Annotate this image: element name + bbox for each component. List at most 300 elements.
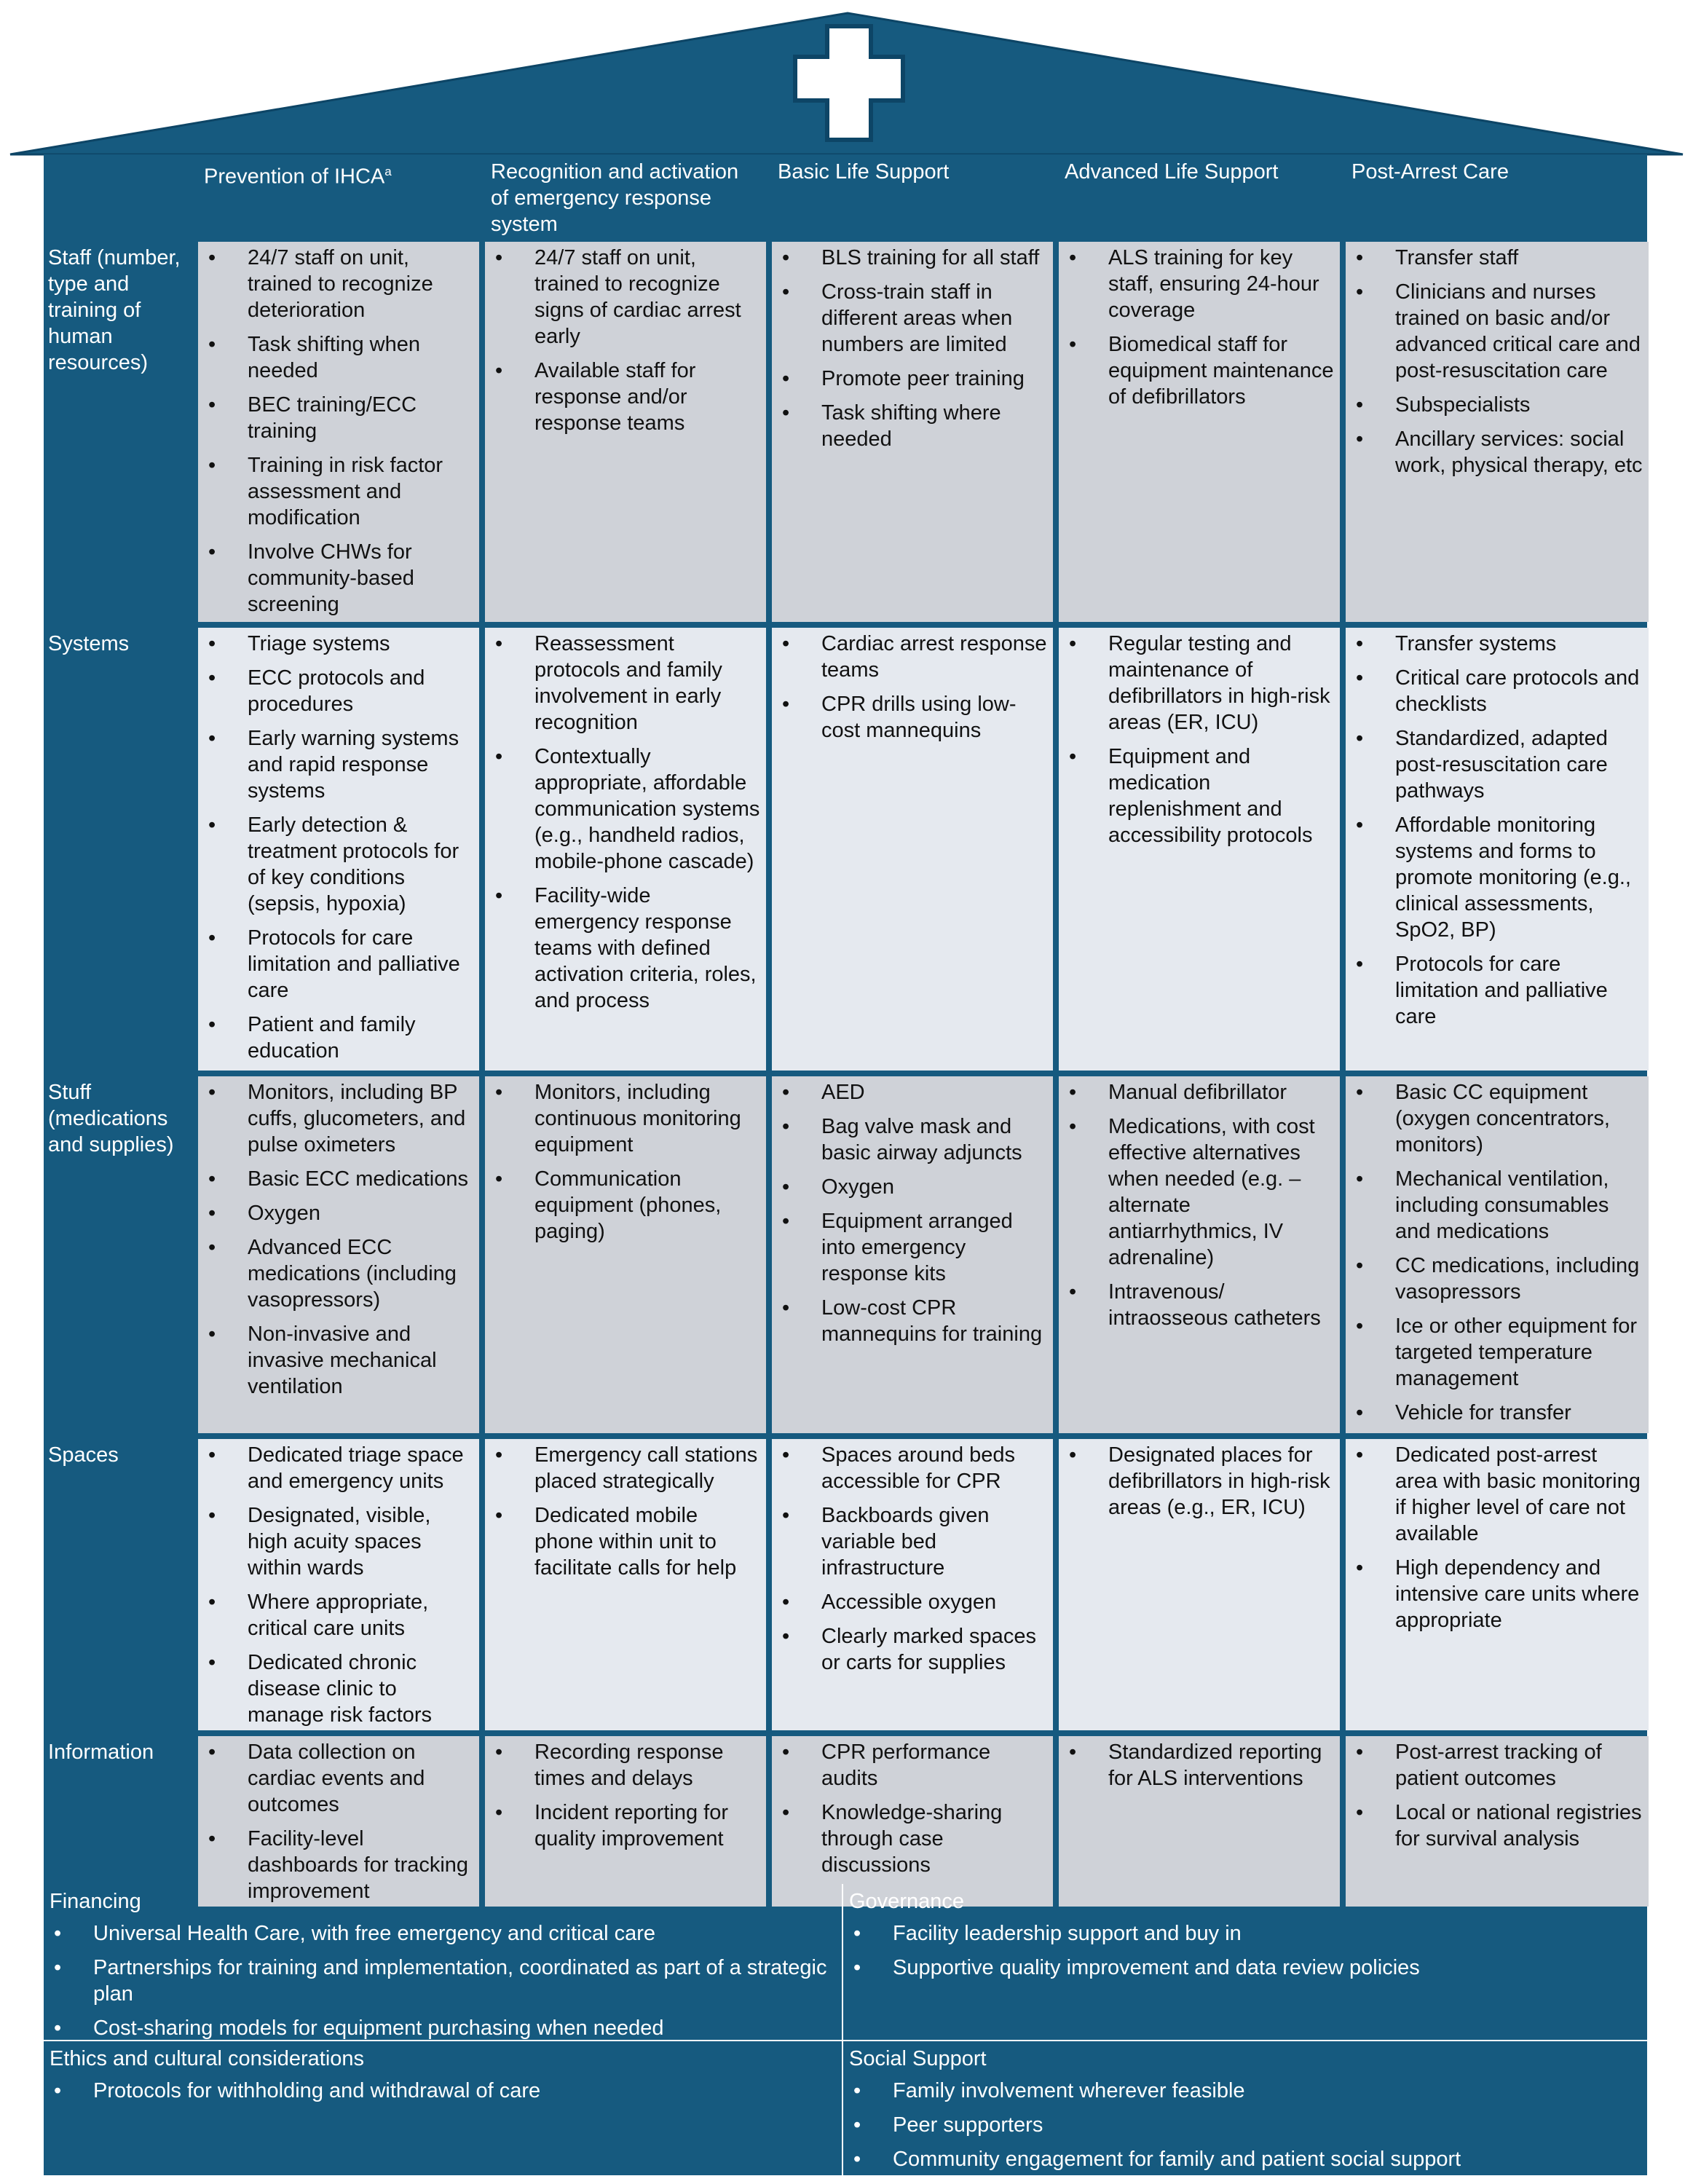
item-text: Community engagement for family and patient social support — [893, 2148, 1461, 2171]
bullet-icon: • — [1356, 1314, 1364, 1338]
bullet-icon: • — [208, 1590, 216, 1614]
cell-list — [778, 1442, 1047, 1676]
table-cell — [485, 242, 766, 622]
item-text: Intravenous/ intraosseous catheters — [1108, 1280, 1321, 1330]
table-cell — [198, 1736, 479, 1907]
item-text: Clinicians and nurses trained on basic and/or advanced critical care and post-resuscitation care — [1395, 280, 1641, 382]
social-support-box — [843, 2041, 1647, 2184]
list-item — [50, 1920, 836, 1947]
list-item — [1351, 245, 1643, 271]
bullet-icon: • — [1356, 1741, 1364, 1764]
bullet-icon: • — [1356, 246, 1364, 269]
list-item — [204, 812, 473, 917]
financing-box — [44, 1884, 842, 2049]
bullet-icon: • — [782, 367, 790, 390]
bullet-icon: • — [495, 1741, 503, 1764]
table-cell — [485, 628, 766, 1071]
bullet-icon: • — [782, 280, 790, 304]
list-item — [1351, 725, 1643, 804]
left-column — [44, 1884, 842, 2175]
list-item — [204, 1012, 473, 1064]
list-item — [491, 358, 760, 436]
list-item — [778, 1589, 1047, 1615]
list-item — [491, 1442, 760, 1494]
list-item — [778, 400, 1047, 452]
column-header-text: Recognition and activation of emergency response system — [491, 160, 739, 236]
bullet-icon: • — [208, 632, 216, 655]
bullet-icon: • — [782, 1625, 790, 1648]
item-text: Task shifting where needed — [821, 401, 1001, 451]
bullet-icon: • — [1356, 280, 1364, 304]
list-item — [778, 1623, 1047, 1676]
list-item — [491, 1166, 760, 1245]
bullet-icon: • — [1069, 333, 1077, 356]
cell-list — [491, 1442, 760, 1581]
item-text: Dedicated post-arrest area with basic monitoring if higher level of care not available — [1395, 1443, 1641, 1545]
bullet-icon: • — [782, 1210, 790, 1233]
bullet-icon: • — [208, 1443, 216, 1467]
bullet-icon: • — [782, 1504, 790, 1527]
list-item — [1351, 631, 1643, 657]
bullet-icon: • — [495, 1443, 503, 1467]
list-item — [1065, 1113, 1334, 1271]
bullet-icon: • — [495, 1167, 503, 1191]
column-header — [198, 154, 479, 236]
list-item — [1065, 744, 1334, 848]
table-cell — [1059, 1076, 1340, 1433]
list-item — [204, 539, 473, 618]
bottom-sections — [44, 1884, 1647, 2175]
bottom-divider-vertical — [842, 1884, 843, 2175]
table-cell — [772, 628, 1053, 1071]
social-support-title: Social Support — [849, 2047, 987, 2070]
right-column — [843, 1884, 1647, 2175]
bullet-icon: • — [1069, 1081, 1077, 1104]
bullet-icon: • — [782, 1443, 790, 1467]
list-item — [204, 665, 473, 717]
bullet-icon: • — [495, 745, 503, 768]
list-item — [1351, 1739, 1643, 1791]
item-text: 24/7 staff on unit, trained to recognize deterioration — [248, 246, 433, 322]
table-cell — [1059, 1736, 1340, 1907]
bullet-icon: • — [208, 246, 216, 269]
list-item — [778, 1442, 1047, 1494]
table-cell — [198, 1439, 479, 1730]
corner-cell — [44, 154, 192, 236]
column-header-text: Basic Life Support — [778, 160, 950, 184]
roof — [0, 0, 1693, 157]
item-text: Equipment and medication replenishment and accessibility protocols — [1108, 745, 1313, 847]
cell-list — [778, 1739, 1047, 1878]
item-text: Cross-train staff in different areas when numbers are limited — [821, 280, 1013, 356]
bullet-icon: • — [853, 1956, 861, 1979]
list-item — [778, 1799, 1047, 1878]
item-text: Backboards given variable bed infrastructure — [821, 1504, 990, 1580]
list-item — [849, 2146, 1641, 2172]
bullet-icon: • — [1356, 1801, 1364, 1824]
bullet-icon: • — [1069, 1741, 1077, 1764]
ethics-title: Ethics and cultural considerations — [50, 2047, 365, 2070]
bullet-icon: • — [495, 1801, 503, 1824]
item-text: Accessible oxygen — [821, 1590, 997, 1614]
bullet-icon: • — [782, 693, 790, 716]
list-item — [778, 1295, 1047, 1347]
list-item — [1065, 331, 1334, 410]
list-item — [204, 1200, 473, 1226]
item-text: Oxygen — [821, 1175, 894, 1199]
bullet-icon: • — [782, 246, 790, 269]
column-header-text: Advanced Life Support — [1065, 160, 1279, 184]
item-text: Critical care protocols and checklists — [1395, 666, 1640, 716]
cell-list — [778, 245, 1047, 452]
bullet-icon: • — [1069, 1280, 1077, 1304]
table-cell — [1346, 628, 1649, 1071]
item-text: Facility leadership support and buy in — [893, 1922, 1242, 1945]
list-item — [1065, 1079, 1334, 1105]
list-item — [204, 1079, 473, 1158]
list-item — [1351, 1079, 1643, 1158]
list-item — [1351, 279, 1643, 384]
list-item — [778, 366, 1047, 392]
bullet-icon: • — [1356, 727, 1364, 750]
item-text: Triage systems — [248, 632, 390, 655]
item-text: Equipment arranged into emergency response kits — [821, 1210, 1013, 1285]
list-item — [491, 1799, 760, 1852]
cell-list — [1351, 631, 1643, 1030]
item-text: Basic ECC medications — [248, 1167, 468, 1191]
bullet-icon: • — [1069, 1443, 1077, 1467]
item-text: Emergency call stations placed strategically — [534, 1443, 758, 1493]
column-header — [1059, 154, 1340, 236]
item-text: Incident reporting for quality improvement — [534, 1801, 728, 1850]
table-cell — [1059, 242, 1340, 622]
item-text: Transfer systems — [1395, 632, 1557, 655]
list-item — [778, 631, 1047, 683]
cell-list — [204, 1442, 473, 1728]
list-item — [778, 1079, 1047, 1105]
cell-list — [1351, 1442, 1643, 1633]
item-text: Data collection on cardiac events and outcomes — [248, 1741, 425, 1816]
cell-list — [491, 1079, 760, 1245]
bullet-icon: • — [1356, 1081, 1364, 1104]
item-text: Manual defibrillator — [1108, 1081, 1287, 1104]
bullet-icon: • — [495, 632, 503, 655]
item-text: Peer supporters — [893, 2113, 1043, 2137]
bullet-icon: • — [54, 1922, 62, 1945]
bullet-icon: • — [853, 2079, 861, 2102]
list-item — [1351, 1313, 1643, 1392]
row-label: Spaces — [48, 1443, 119, 1467]
item-text: CPR performance audits — [821, 1741, 991, 1790]
bullet-icon: • — [208, 1322, 216, 1346]
list-item — [849, 2112, 1641, 2138]
bullet-icon: • — [208, 333, 216, 356]
list-item — [778, 691, 1047, 744]
item-text: Designated, visible, high acuity spaces within wards — [248, 1504, 431, 1580]
row-label: Staff (number, type and training of human resources) — [48, 246, 181, 374]
social-support-list — [849, 2078, 1641, 2172]
item-text: Monitors, including BP cuffs, glucometers, and pulse oximeters — [248, 1081, 466, 1156]
table-cell — [772, 1076, 1053, 1433]
column-header — [772, 154, 1053, 236]
item-text: Available staff for response and/or response teams — [534, 359, 696, 435]
list-item — [491, 245, 760, 350]
cell-list — [491, 245, 760, 436]
list-item — [1351, 951, 1643, 1030]
list-item — [1065, 245, 1334, 323]
cell-list — [204, 631, 473, 1064]
item-text: Dedicated mobile phone within unit to facilitate calls for help — [534, 1504, 737, 1580]
table-cell — [485, 1736, 766, 1907]
item-text: Biomedical staff for equipment maintenance of defibrillators — [1108, 333, 1334, 409]
item-text: Ice or other equipment for targeted temperature management — [1395, 1314, 1638, 1390]
item-text: Patient and family education — [248, 1013, 416, 1063]
list-item — [204, 331, 473, 384]
bullet-icon: • — [208, 1202, 216, 1225]
item-text: Low-cost CPR mannequins for training — [821, 1296, 1043, 1346]
cell-list — [1351, 1739, 1643, 1852]
item-text: Subspecialists — [1395, 393, 1531, 417]
cell-list — [1065, 631, 1334, 848]
item-text: ALS training for key staff, ensuring 24-hour coverage — [1108, 246, 1319, 322]
bullet-icon: • — [495, 1504, 503, 1527]
list-item — [1351, 1253, 1643, 1305]
table-cell — [1346, 242, 1649, 622]
bullet-icon: • — [208, 1081, 216, 1104]
row-label: Information — [48, 1741, 154, 1764]
bullet-icon: • — [782, 1296, 790, 1320]
item-text: Involve CHWs for community-based screening — [248, 540, 414, 616]
item-text: Family involvement wherever feasible — [893, 2079, 1245, 2102]
bullet-icon: • — [208, 454, 216, 477]
bullet-icon: • — [1356, 1254, 1364, 1277]
item-text: AED — [821, 1081, 865, 1104]
item-text: Bag valve mask and basic airway adjuncts — [821, 1115, 1022, 1164]
item-text: Clearly marked spaces or carts for supplies — [821, 1625, 1036, 1674]
item-text: Facility-level dashboards for tracking improvement — [248, 1827, 469, 1903]
bullet-icon: • — [495, 884, 503, 907]
bullet-icon: • — [853, 1922, 861, 1945]
list-item — [491, 1739, 760, 1791]
table-cell — [485, 1076, 766, 1433]
item-text: Communication equipment (phones, paging) — [534, 1167, 722, 1243]
list-item — [491, 744, 760, 875]
bullet-icon: • — [1356, 953, 1364, 976]
bullet-icon: • — [782, 1590, 790, 1614]
column-header — [1346, 154, 1649, 236]
list-item — [204, 245, 473, 323]
bullet-icon: • — [853, 2113, 861, 2137]
bullet-icon: • — [208, 1013, 216, 1036]
list-item — [491, 1502, 760, 1581]
bullet-icon: • — [208, 393, 216, 417]
list-item — [204, 925, 473, 1004]
bullet-icon: • — [1356, 666, 1364, 690]
cell-list — [204, 1739, 473, 1904]
item-text: Recording response times and delays — [534, 1741, 724, 1790]
item-text: High dependency and intensive care units where appropriate — [1395, 1556, 1640, 1632]
footnote-marker: a — [384, 165, 392, 178]
list-item — [50, 1955, 836, 2007]
bullet-icon: • — [782, 1801, 790, 1824]
item-text: Task shifting when needed — [248, 333, 420, 382]
bullet-icon: • — [208, 926, 216, 950]
governance-list — [849, 1920, 1641, 1981]
ethics-box — [44, 2041, 842, 2184]
table-cell — [485, 1439, 766, 1730]
item-text: Training in risk factor assessment and modification — [248, 454, 443, 529]
bullet-icon: • — [1356, 1556, 1364, 1580]
house-framework — [44, 154, 1647, 2175]
item-text: Post-arrest tracking of patient outcomes — [1395, 1741, 1602, 1790]
cell-list — [778, 631, 1047, 744]
cell-list — [778, 1079, 1047, 1347]
item-text: Standardized, adapted post-resuscitation care pathways — [1395, 727, 1608, 803]
list-item — [778, 279, 1047, 358]
table-cell — [772, 1736, 1053, 1907]
item-text: Affordable monitoring systems and forms to promote monitoring (e.g., clinical assessments, SpO2, BP) — [1395, 813, 1631, 942]
list-item — [491, 631, 760, 736]
item-text: BLS training for all staff — [821, 246, 1040, 269]
item-text: Standardized reporting for ALS interventions — [1108, 1741, 1322, 1790]
table-cell — [198, 242, 479, 622]
governance-title: Governance — [849, 1890, 964, 1913]
row-label: Stuff (medications and supplies) — [48, 1081, 174, 1156]
list-item — [1065, 1279, 1334, 1331]
bullet-icon: • — [208, 813, 216, 837]
list-item — [778, 245, 1047, 271]
bullet-icon: • — [208, 1236, 216, 1259]
item-text: Universal Health Care, with free emergency and critical care — [93, 1922, 656, 1945]
list-item — [1351, 812, 1643, 943]
item-text: Local or national registries for survival analysis — [1395, 1801, 1642, 1850]
row-label: Systems — [48, 632, 130, 655]
item-text: Protocols for care limitation and palliative care — [1395, 953, 1608, 1028]
item-text: Transfer staff — [1395, 246, 1519, 269]
item-text: Early detection & treatment protocols for of key conditions (sepsis, hypoxia) — [248, 813, 459, 915]
item-text: Dedicated chronic disease clinic to manage risk factors — [248, 1651, 433, 1727]
cell-list — [1065, 1739, 1334, 1791]
list-item — [204, 1442, 473, 1494]
item-text: CPR drills using low-cost mannequins — [821, 693, 1017, 742]
item-text: Dedicated triage space and emergency units — [248, 1443, 464, 1493]
cell-list — [204, 245, 473, 618]
table-cell — [1059, 1439, 1340, 1730]
item-text: 24/7 staff on unit, trained to recognize signs of cardiac arrest early — [534, 246, 741, 348]
bullet-icon: • — [1069, 745, 1077, 768]
item-text: Advanced ECC medications (including vasopressors) — [248, 1236, 457, 1312]
list-item — [204, 725, 473, 804]
list-item — [849, 1920, 1641, 1947]
list-item — [1351, 1166, 1643, 1245]
column-header-text: Post-Arrest Care — [1351, 160, 1509, 184]
cell-list — [204, 1079, 473, 1400]
item-text: Vehicle for transfer — [1395, 1401, 1571, 1424]
bullet-icon: • — [1356, 813, 1364, 837]
bottom-divider-horizontal — [44, 2040, 1647, 2041]
bullet-icon: • — [782, 632, 790, 655]
list-item — [204, 1166, 473, 1192]
item-text: Supportive quality improvement and data review policies — [893, 1956, 1420, 1979]
column-header — [485, 154, 766, 236]
list-item — [1065, 1739, 1334, 1791]
item-text: Cardiac arrest response teams — [821, 632, 1047, 682]
item-text: BEC training/ECC training — [248, 393, 417, 443]
ethics-list — [50, 2078, 836, 2104]
bullet-icon: • — [782, 401, 790, 425]
cell-list — [1065, 1079, 1334, 1331]
column-header-text: Prevention of IHCA — [204, 165, 385, 189]
list-item — [204, 1649, 473, 1728]
list-item — [204, 631, 473, 657]
list-item — [491, 1079, 760, 1158]
bullet-icon: • — [54, 2017, 62, 2040]
bullet-icon: • — [1069, 1115, 1077, 1138]
bullet-icon: • — [208, 666, 216, 690]
list-item — [849, 1955, 1641, 1981]
item-text: Protocols for withholding and withdrawal of care — [93, 2079, 541, 2102]
list-item — [1351, 392, 1643, 418]
list-item — [1351, 1799, 1643, 1852]
item-text: Spaces around beds accessible for CPR — [821, 1443, 1016, 1493]
table-cell — [772, 1439, 1053, 1730]
list-item — [204, 1502, 473, 1581]
bullet-icon: • — [1356, 632, 1364, 655]
item-text: Ancillary services: social work, physical therapy, etc — [1395, 427, 1643, 477]
item-text: Protocols for care limitation and palliative care — [248, 926, 460, 1002]
list-item — [204, 392, 473, 444]
financing-list — [50, 1920, 836, 2041]
item-text: Oxygen — [248, 1202, 320, 1225]
list-item — [1351, 665, 1643, 717]
item-text: Monitors, including continuous monitoring equipment — [534, 1081, 741, 1156]
bullet-icon: • — [208, 1504, 216, 1527]
list-item — [204, 1739, 473, 1818]
item-text: ECC protocols and procedures — [248, 666, 425, 716]
bullet-icon: • — [208, 1651, 216, 1674]
bullet-icon: • — [782, 1741, 790, 1764]
bullet-icon: • — [1069, 632, 1077, 655]
bullet-icon: • — [1356, 427, 1364, 451]
list-item — [1351, 1400, 1643, 1426]
financing-title: Financing — [50, 1890, 141, 1913]
bullet-icon: • — [208, 1827, 216, 1850]
list-item — [1351, 1442, 1643, 1547]
list-item — [491, 883, 760, 1014]
list-item — [204, 1589, 473, 1641]
cell-list — [1065, 1442, 1334, 1521]
bullet-icon: • — [1069, 246, 1077, 269]
table-cell — [772, 242, 1053, 622]
list-item — [1351, 1555, 1643, 1633]
list-item — [204, 1321, 473, 1400]
list-item — [778, 1502, 1047, 1581]
table-cell — [198, 1076, 479, 1433]
cell-list — [491, 1739, 760, 1852]
bullet-icon: • — [54, 1956, 62, 1979]
table-cell — [1346, 1439, 1649, 1730]
item-text: Medications, with cost effective alternatives when needed (e.g. – alternate antiarrhythmics, IV adrenaline) — [1108, 1115, 1315, 1269]
list-item — [50, 2078, 836, 2104]
item-text: Where appropriate, critical care units — [248, 1590, 429, 1640]
cell-list — [1065, 245, 1334, 410]
item-text: Reassessment protocols and family involvement in early recognition — [534, 632, 722, 734]
list-item — [1065, 631, 1334, 736]
item-text: Facility-wide emergency response teams with defined activation criteria, roles, and process — [534, 884, 757, 1012]
bullet-icon: • — [495, 1081, 503, 1104]
item-text: Designated places for defibrillators in high-risk areas (e.g., ER, ICU) — [1108, 1443, 1330, 1519]
bullet-icon: • — [782, 1081, 790, 1104]
